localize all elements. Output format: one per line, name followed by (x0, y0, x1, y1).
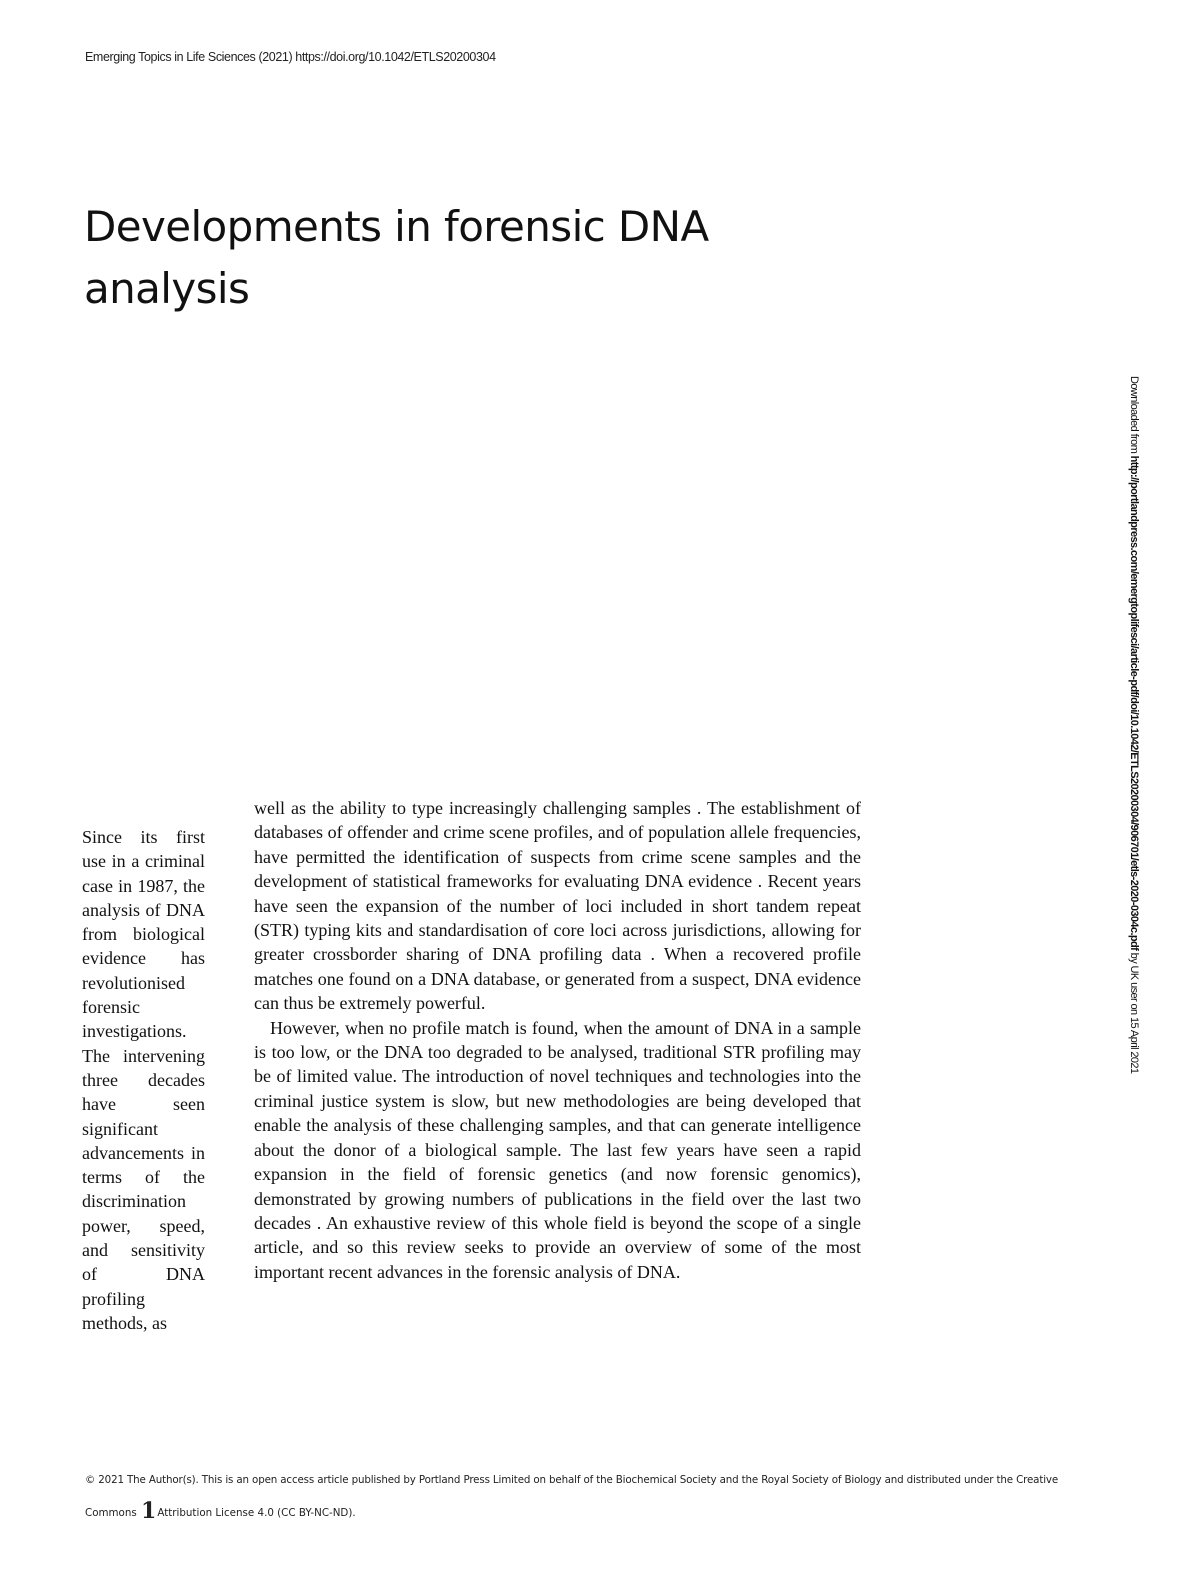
license-line-2-end: Attribution License 4.0 (CC BY-NC-ND). (157, 1507, 356, 1519)
download-side-note-url[interactable]: http://portlandpress.com/emergtoplifesci/article-pdf/doi/10.1042/ETLS20200304/906701/etls-2020-0304c.pdf (1128, 455, 1140, 951)
body-paragraph-1: well as the ability to type increasingly challenging samples . The establishment of databases of offender and crime scene profiles, and of population allele frequencies, have permitted the identification of suspects from crime scene samples and the development of statistical frameworks for evaluating DNA evidence . Recent years have seen the expansion of the number of loci included in short tandem repeat (STR) typing kits and standardisation of core loci across jurisdictions, allowing for greater crossborder sharing of DNA profiling data . When a recovered profile matches one found on a DNA database, or generated from a suspect, DNA evidence can thus be extremely powerful. (254, 798, 861, 1014)
body-paragraph-2: However, when no profile match is found, when the amount of DNA in a sample is too low, or the DNA too degraded to be analysed, traditional STR profiling may be of limited value. The introduction of novel techniques and technologies into the criminal justice system is slow, but new methodologies are being developed that enable the analysis of these challenging samples, and that can generate intelligence about the donor of a biological sample. The last few years have seen a rapid expansion in the field of forensic genetics (and now forensic genomics), demonstrated by growing numbers of publications in the field over the last two decades . An exhaustive review of this whole field is beyond the scope of a single article, and so this review seeks to provide an overview of some of the most important recent advances in the forensic analysis of DNA. (254, 1017, 861, 1282)
journal-citation-header: Emerging Topics in Life Sciences (2021) https://doi.org/10.1042/ETLS20200304 (85, 50, 496, 64)
download-side-note-suffix: by UK user on 15 April 2021 (1128, 950, 1140, 1074)
license-notice-line-2 (85, 1498, 356, 1524)
abstract-narrow-column: Since its first use in a criminal case in 1987, the analysis of DNA from biological evidence has revolutionised forensic investigations. The intervening three decades have seen significant advancements in terms of the discrimination power, speed, and sensitivity of DNA profiling methods, as (82, 827, 205, 1333)
license-line-2-start: Commons (85, 1507, 141, 1519)
download-side-note (1124, 376, 1144, 1073)
article-title: Developments in forensic DNA analysis (84, 202, 709, 313)
page-number: 1 (141, 1498, 157, 1524)
main-text-column (254, 796, 861, 1284)
download-side-note-prefix: Downloaded from (1128, 376, 1140, 456)
license-notice-line-1: © 2021 The Author(s). This is an open access article published by Portland Press Limited on behalf of the Biochemical Society and the Royal Society of Biology and distributed under the Creative (85, 1474, 1059, 1486)
